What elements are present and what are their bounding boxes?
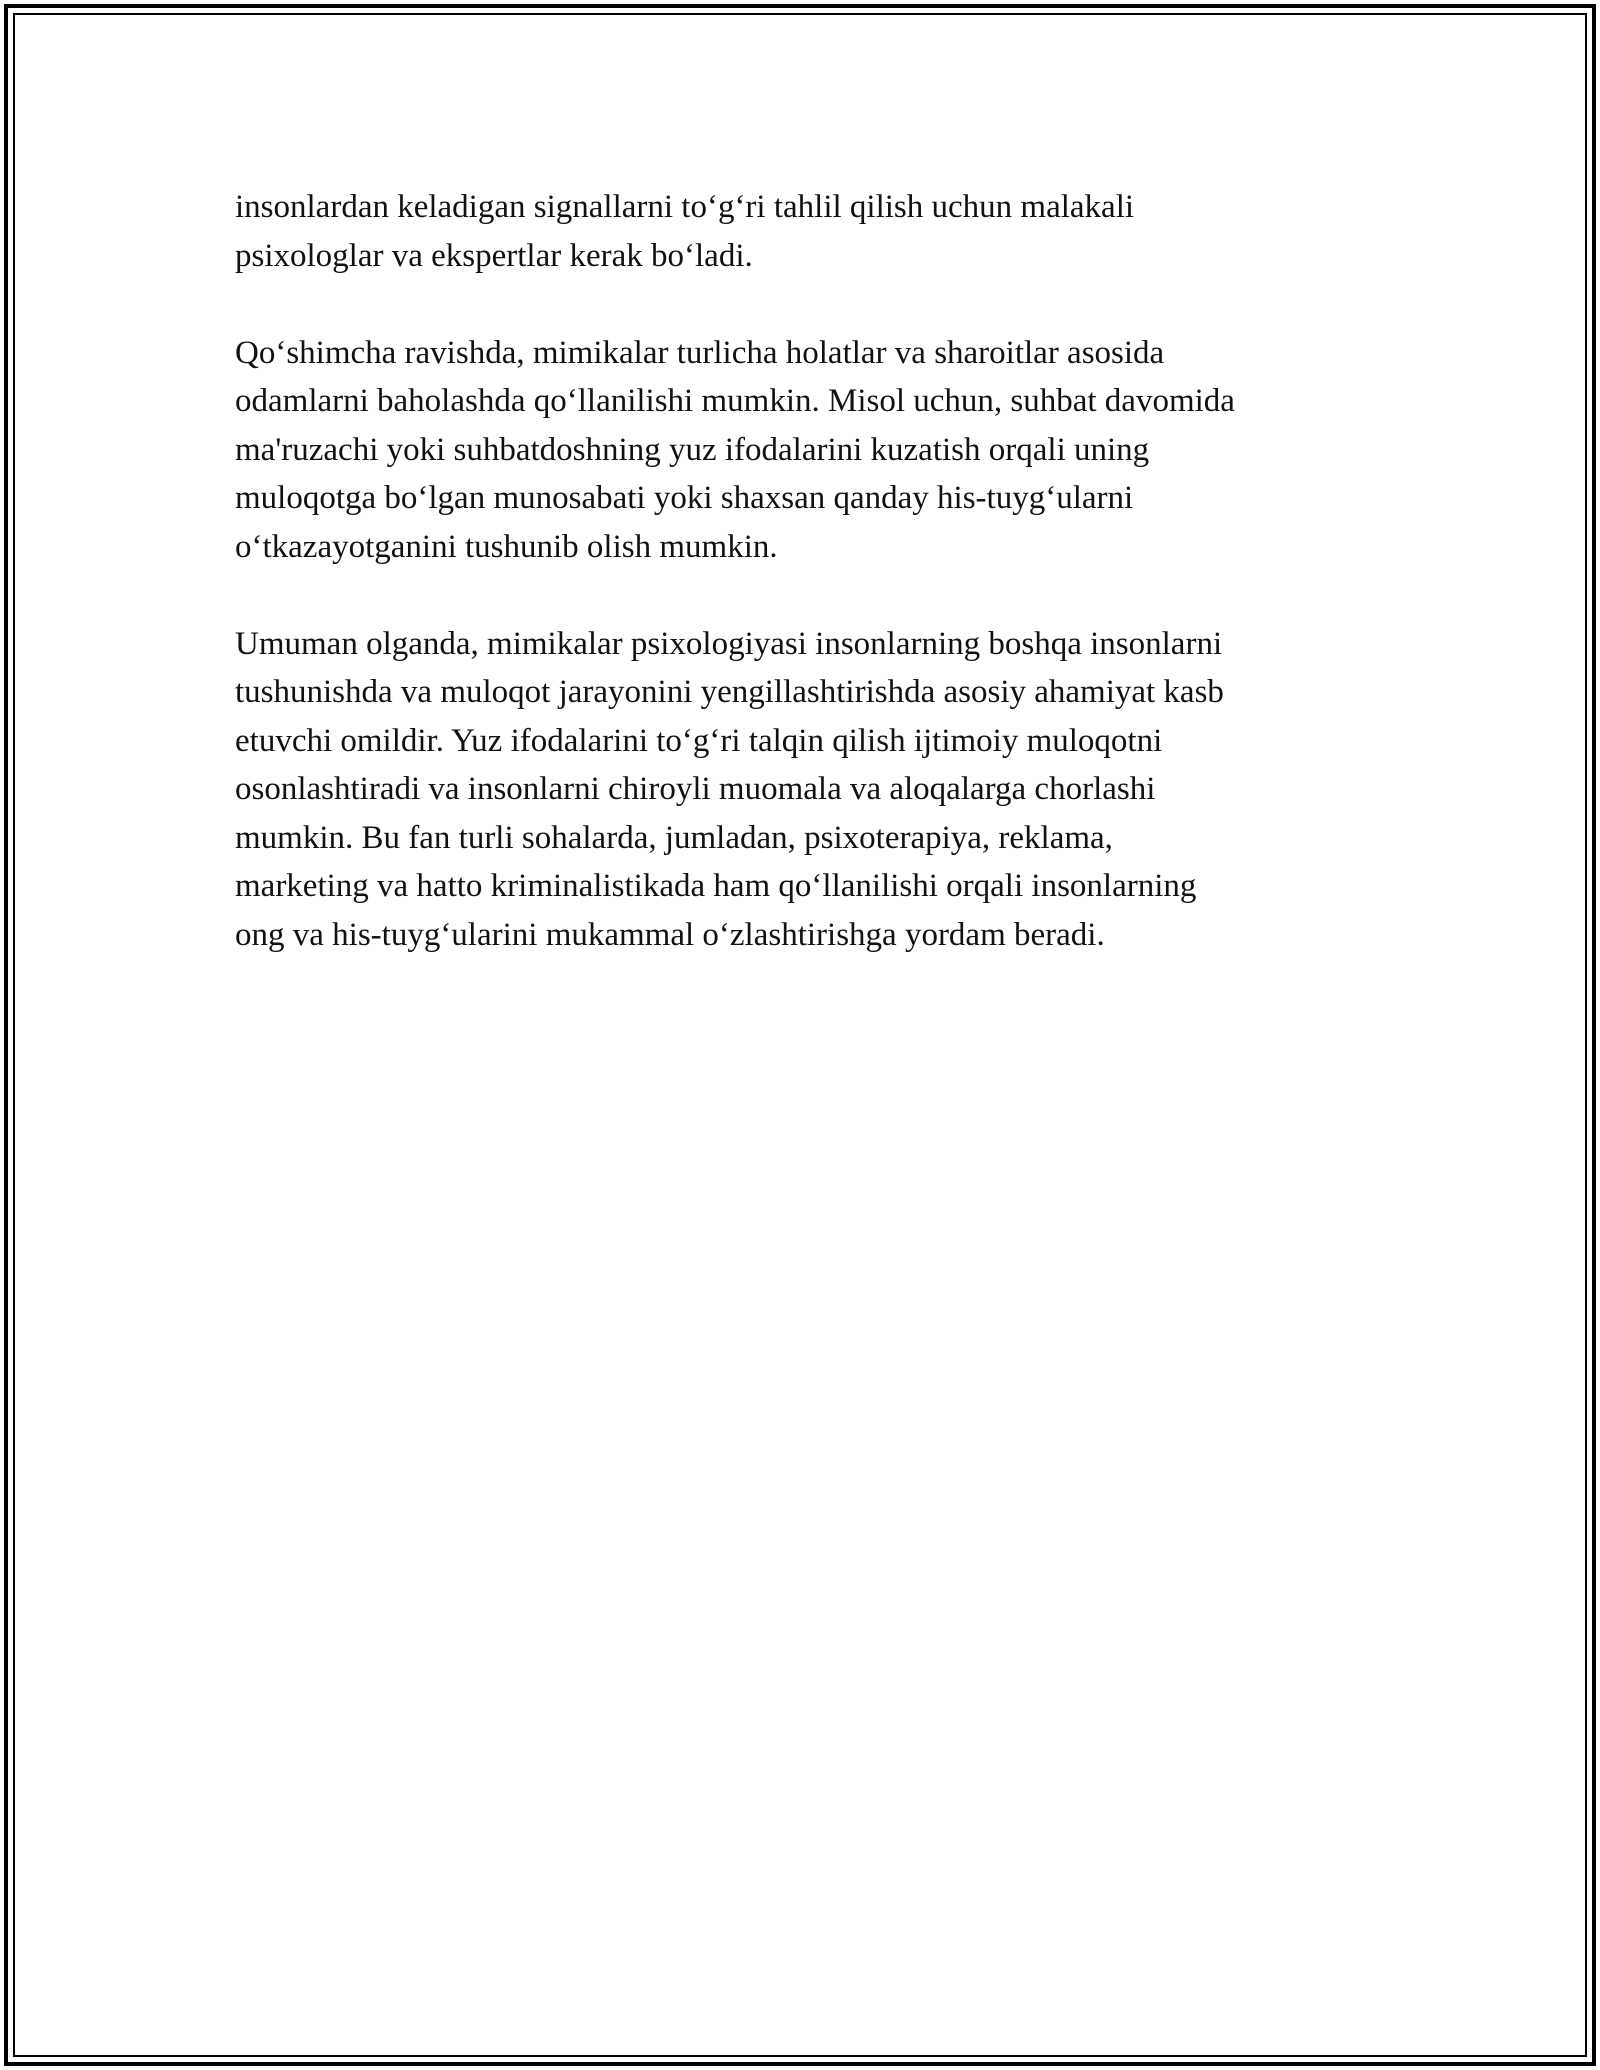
document-body — [235, 183, 1365, 1008]
text-line: etuvchi omildir. Yuz ifodalarini to‘g‘ri talqin qilish ijtimoiy muloqotni — [235, 722, 1163, 759]
text-line: tushunishda va muloqot jarayonini yengillashtirishda asosiy ahamiyat kasb — [235, 674, 1224, 710]
text-line: osonlashtiradi va insonlarni chiroyli muomala va aloqalarga chorlashi — [235, 771, 1156, 807]
text-line: muloqotga bo‘lgan munosabati yoki shaxsan qanday his-tuyg‘ularni — [235, 480, 1134, 516]
text-line: insonlardan keladigan signallarni to‘g‘ri tahlil qilish uchun malakali — [235, 189, 1135, 225]
text-line: Umuman olganda, mimikalar psixologiyasi insonlarning boshqa insonlarni — [235, 625, 1223, 662]
text-line: ma'ruzachi yoki suhbatdoshning yuz ifodalarini kuzatish orqali uning — [235, 431, 1150, 468]
text-line: odamlarni baholashda qo‘llanilishi mumkin. Misol uchun, suhbat davomida — [235, 383, 1235, 419]
text-line: marketing va hatto kriminalistikada ham qo‘llanilishi orqali insonlarning — [235, 868, 1197, 904]
text-line: psixologlar va ekspertlar kerak bo‘ladi. — [235, 237, 753, 274]
text-line: o‘tkazayotganini tushunib olish mumkin. — [235, 528, 778, 565]
paragraph-2 — [235, 329, 1365, 572]
text-line: mumkin. Bu fan turli sohalarda, jumladan, psixoterapiya, reklama, — [235, 819, 1113, 856]
text-line: ong va his-tuyg‘ularini mukammal o‘zlashtirishga yordam beradi. — [235, 916, 1105, 953]
paragraph-3 — [235, 620, 1365, 960]
text-line: Qo‘shimcha ravishda, mimikalar turlicha holatlar va sharoitlar asosida — [235, 334, 1165, 371]
paragraph-1 — [235, 183, 1365, 280]
